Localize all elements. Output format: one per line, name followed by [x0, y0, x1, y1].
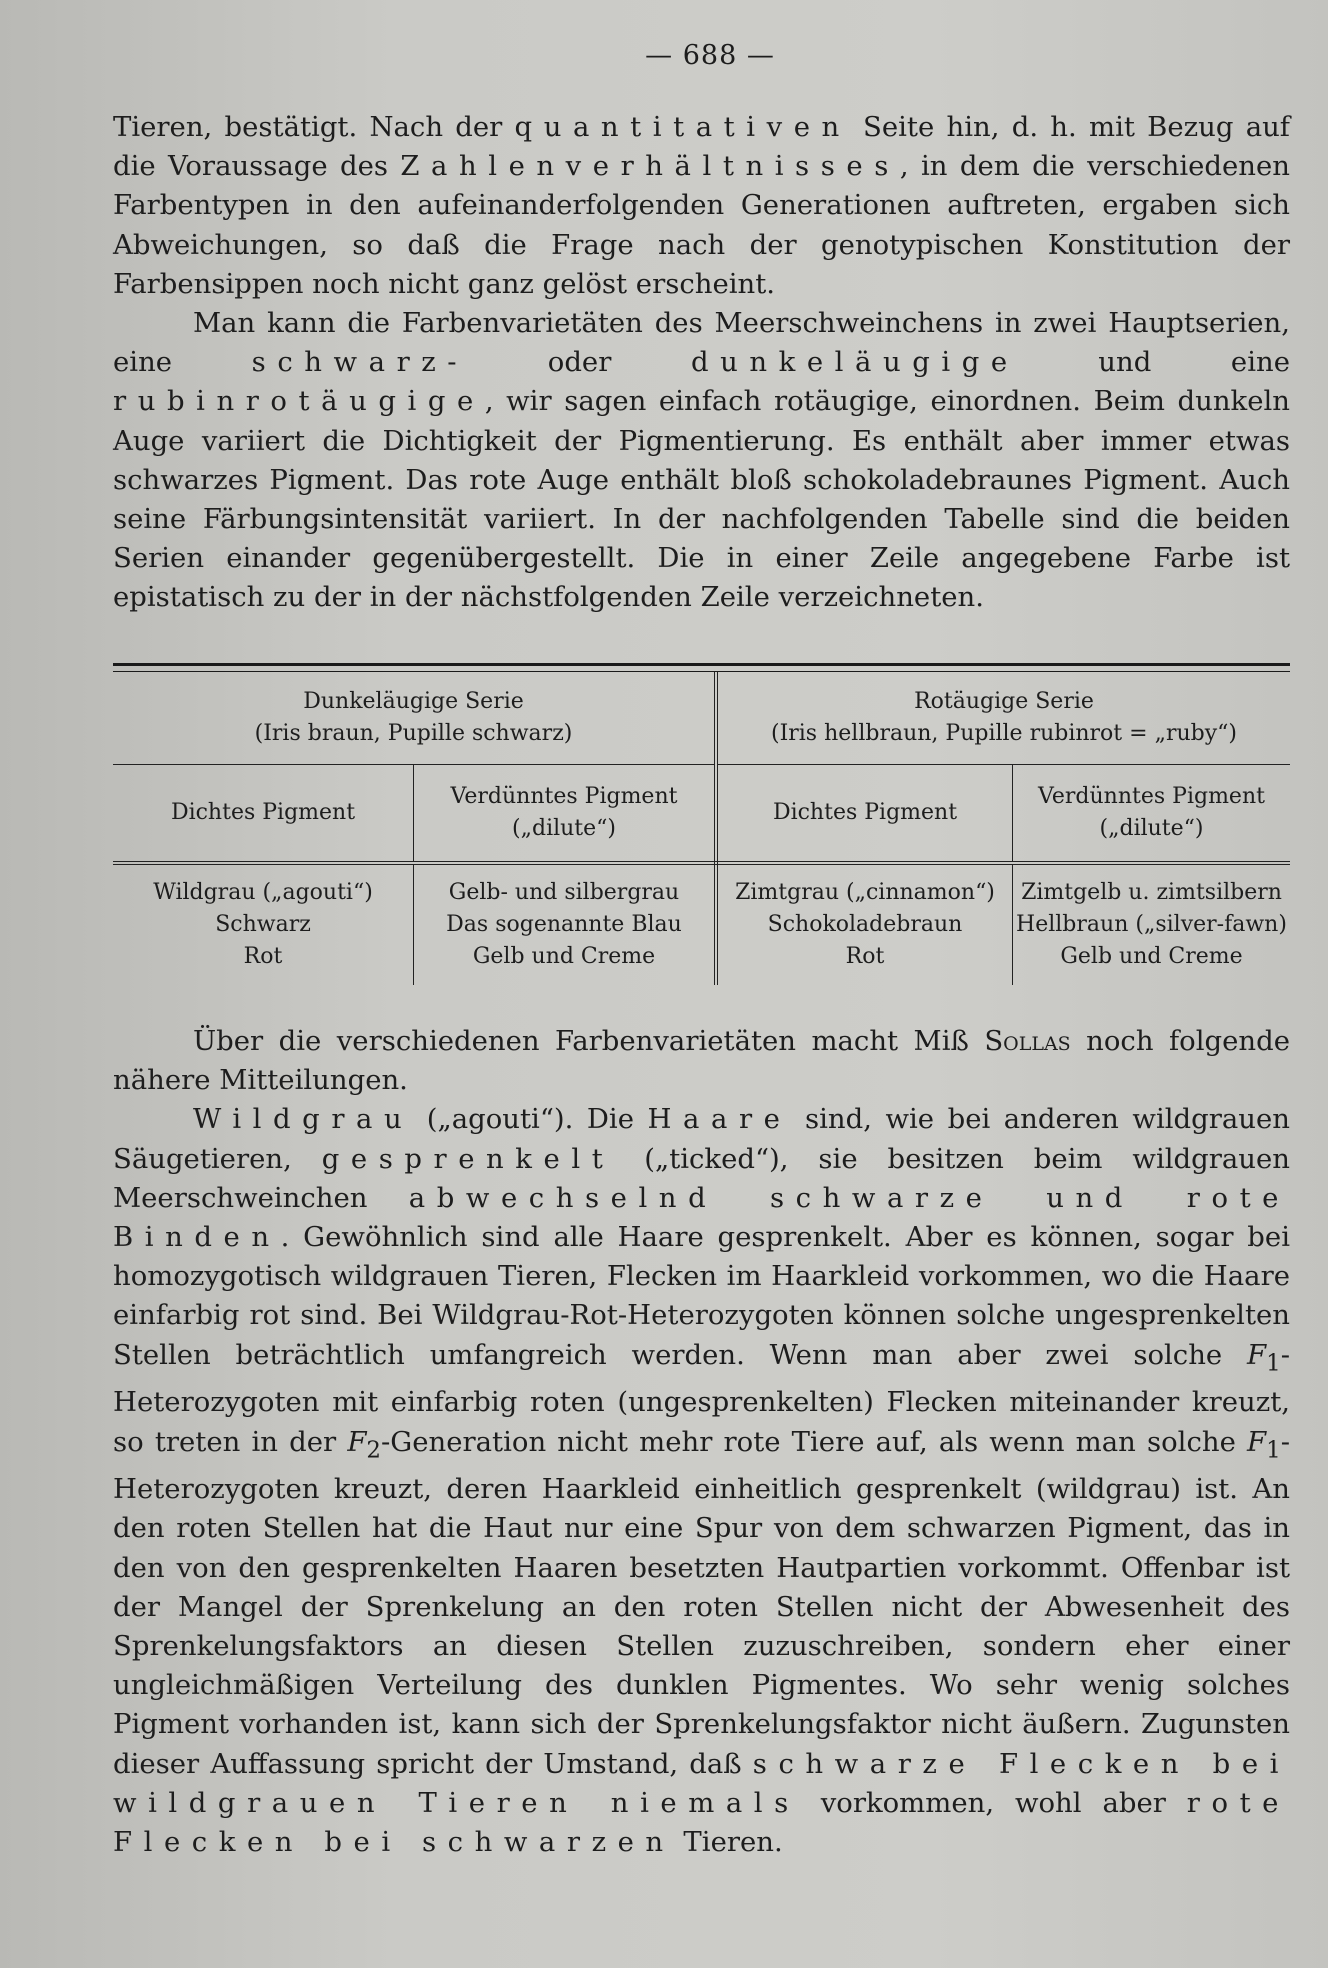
paragraph-2: Man kann die Farbenvarietäten des Meerschweinchens in zwei Hauptserien, eine schwarz- oder dunkeläugige und eine rubinrotäugige, wir sagen einfach rotäugige, einordnen. Beim dunkeln Auge variiert die Dichtigkeit der Pigmentierung. Es enthält aber immer etwas schwarzes Pigment. Das rote Auge enthält bloß schokoladebraunes Pigment. Auch seine Färbungsintensität variiert. In der nachfolgenden Tabelle sind die beiden Serien einander gegenübergestellt. Die in einer Zeile angegebene Farbe ist epistatisch zu der in der nächstfolgenden Zeile verzeichneten. [113, 307, 1290, 614]
text-block-upper [113, 108, 1290, 618]
column-dilute-red: Zimtgelb u. zimtsilbern Hellbraun („silver-fawn) Gelb und Creme [1016, 880, 1287, 969]
color-series-table [113, 663, 1290, 985]
table-top-rule [113, 663, 1290, 666]
column-dense-red: Zimtgrau („cinnamon“) Schokoladebraun Rot [716, 863, 1013, 985]
subheader-dense-red: Dichtes Pigment [716, 765, 1013, 864]
paragraph-1: Tieren, bestätigt. Nach der quantitativen Seite hin, d. h. mit Bezug auf die Voraussage des Zahlenverhältnisses, in dem die verschiedenen Farbentypen in den aufeinanderfolgenden Generationen auftreten, ergaben sich Abweichungen, so daß die Frage nach der genotypischen Konstitution der Farbensippen noch nicht ganz gelöst erscheint. [113, 111, 1291, 300]
subheader-dilute-dark: Verdünntes Pigment („dilute“) [414, 765, 717, 864]
paragraph-3: Über die verschiedenen Farbenvarietäten macht Miß Sollas noch folgende nähere Mitteilungen. [113, 1025, 1290, 1097]
page-number: — 688 — [645, 40, 775, 71]
subheader-dilute-red: Verdünntes Pigment („dilute“) [1013, 765, 1291, 864]
subheader-dense-dark: Dichtes Pigment [113, 765, 414, 864]
header-red-eyed-series: Rotäugige Serie (Iris hellbraun, Pupille rubinrot = „ruby“) [716, 672, 1290, 765]
text-block-lower [113, 1022, 1290, 1862]
column-dilute-dark: Gelb- und silbergrau Das sogenannte Blau Gelb und Creme [414, 863, 717, 985]
header-dark-eyed-series: Dunkeläugige Serie (Iris braun, Pupille schwarz) [113, 672, 716, 765]
paragraph-4: Wildgrau („agouti“). Die Haare sind, wie bei anderen wildgrauen Säugetieren, gesprenkelt („ticked“), sie besitzen beim wildgrauen Meerschweinchen abwechselnd schwarze und rote Binden. Gewöhnlich sind alle Haare gesprenkelt. Aber es können, sogar bei homozygotisch wildgrauen Tieren, Flecken im Haarkleid vorkommen, wo die Haare einfarbig rot sind. Bei Wildgrau-Rot-Heterozygoten können solche ungesprenkelten Stellen beträchtlich umfangreich werden. Wenn man aber zwei solche $F_1$-Heterozygoten mit einfarbig roten (ungesprenkelten) Flecken miteinander kreuzt, so treten in der $F_2$-Generation nicht mehr rote Tiere auf, als wenn man solche $F_1$-Heterozygoten kreuzt, deren Haarkleid einheitlich gesprenkelt (wildgrau) ist. An den roten Stellen hat die Haut nur eine Spur von dem schwarzen Pigment, das in den von den gesprenkelten Haaren besetzten Hautpartien vorkommt. Offenbar ist der Mangel der Sprenkelung an den roten Stellen nicht der Abwesenheit des Sprenkelungsfaktors an diesen Stellen zuzuschreiben, sondern eher einer ungleichmäßigen Verteilung des dunklen Pigmentes. Wo sehr wenig solches Pigment vorhanden ist, kann sich der Sprenkelungsfaktor nicht äußern. Zugunsten dieser Auffassung spricht der Umstand, daß schwarze Flecken bei wildgrauen Tieren niemals vorkommen, wohl aber rote Flecken bei schwarzen Tieren. [113, 1103, 1291, 1859]
column-dense-dark: Wildgrau („agouti“) Schwarz Rot [113, 863, 414, 985]
